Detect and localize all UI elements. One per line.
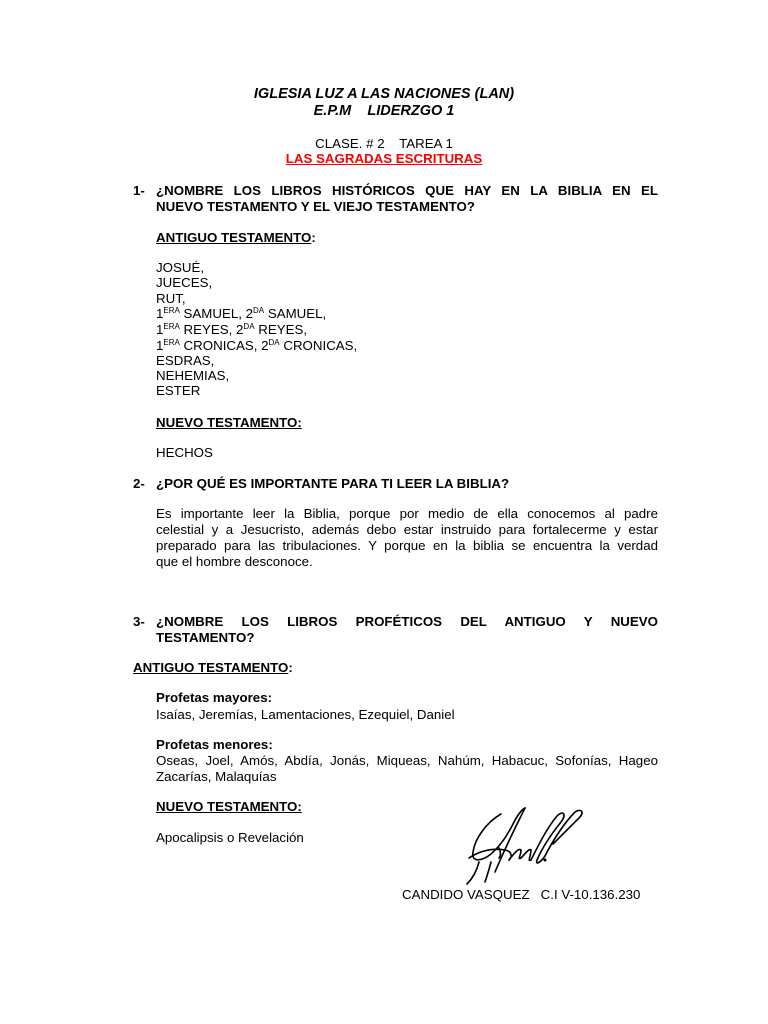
handwritten-signature — [455, 800, 605, 885]
minor-prophets-list: Oseas, Joel, Amós, Abdía, Jonás, Miqueas, Nahúm, Habacuc, Sofonías, Hageo Zacarías, Malaquías — [156, 753, 658, 784]
q1-ot-heading: ANTIGUO TESTAMENTO: — [156, 230, 316, 245]
list-item: $1^{ERA}$ REYES, $2^{DA}$ REYES, — [156, 322, 308, 337]
question-2-answer: Es importante leer la Biblia, porque por medio de ella conocemos al padre celestial y a Jesucristo, además debo estar instruido para fortalecerme y estar preparado para las tribulaciones. Y porque en la biblia se encuentra la verdad que el hombre desconoce. — [156, 506, 658, 569]
subject-title: LAS SAGRADAS ESCRITURAS — [285, 151, 483, 166]
list-item: $1^{ERA}$ CRONICAS, $2^{DA}$ CRONICAS, — [156, 338, 358, 353]
list-item: $1^{ERA}$ SAMUEL, $2^{DA}$ SAMUEL, — [156, 306, 327, 321]
header-subtitle: E.P.M LIDERZGO 1 — [313, 103, 455, 119]
question-1-number: 1- — [133, 183, 145, 198]
question-2-text: ¿POR QUÉ ES IMPORTANTE PARA TI LEER LA BIBLIA? — [156, 476, 510, 491]
list-item: ESTER — [156, 383, 201, 398]
major-prophets-list: Isaías, Jeremías, Lamentaciones, Ezequiel, Daniel — [156, 707, 455, 722]
minor-prophets-heading: Profetas menores: — [156, 737, 273, 752]
header-title: IGLESIA LUZ A LAS NACIONES (LAN) — [253, 86, 515, 102]
signature-name-id: CANDIDO VASQUEZ C.I V-10.136.230 — [402, 887, 641, 902]
list-item: HECHOS — [156, 445, 213, 460]
q1-nt-heading: NUEVO TESTAMENTO: — [156, 415, 302, 430]
major-prophets-heading: Profetas mayores: — [156, 690, 273, 705]
signature-dot — [544, 859, 547, 862]
list-item: JOSUÉ, — [156, 260, 205, 275]
question-3-number: 3- — [133, 614, 145, 629]
list-item: NEHEMIAS, — [156, 368, 230, 383]
question-2-number: 2- — [133, 476, 145, 491]
question-1-text: ¿NOMBRE LOS LIBROS HISTÓRICOS QUE HAY EN LA BIBLIA EN EL NUEVO TESTAMENTO Y EL VIEJO TESTAMENTO? — [156, 183, 658, 214]
class-line: CLASE. # 2 TAREA 1 — [315, 136, 453, 151]
list-item: ESDRAS, — [156, 353, 215, 368]
list-item: Apocalipsis o Revelación — [156, 830, 304, 845]
list-item: RUT, — [156, 291, 186, 306]
q3-nt-heading: NUEVO TESTAMENTO: — [156, 799, 302, 814]
list-item: JUECES, — [156, 275, 213, 290]
q3-ot-heading: ANTIGUO TESTAMENTO: — [133, 660, 293, 675]
question-3-text: ¿NOMBRE LOS LIBROS PROFÉTICOS DEL ANTIGUO Y NUEVO TESTAMENTO? — [156, 614, 658, 645]
